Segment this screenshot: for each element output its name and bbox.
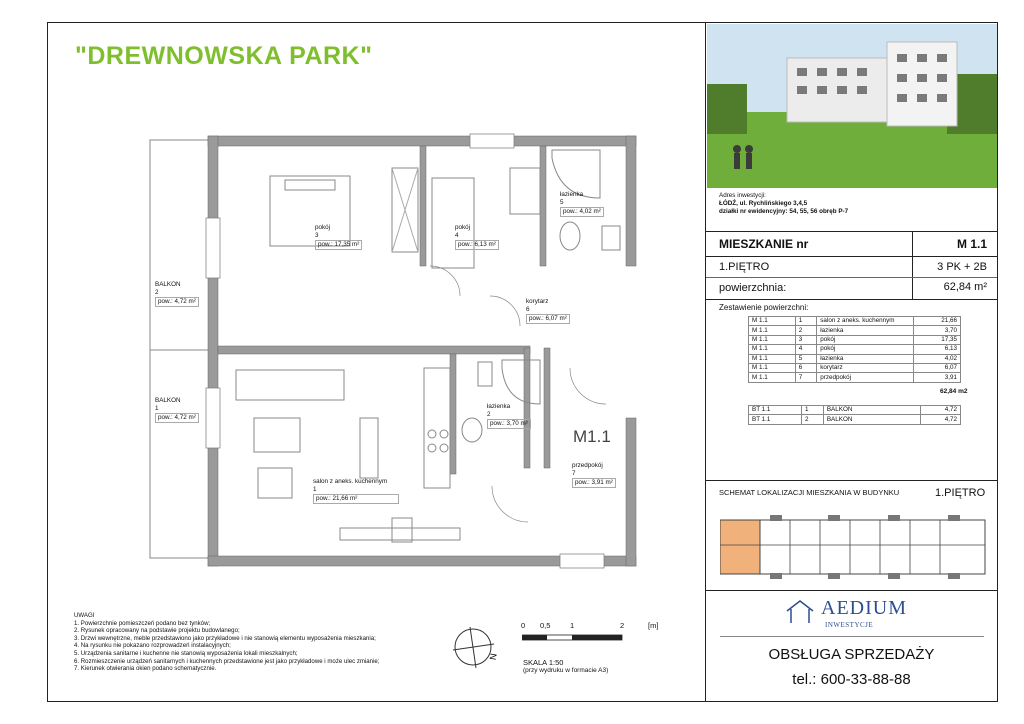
divider: [706, 231, 997, 232]
room-name: łazienka: [560, 191, 584, 198]
cell-unit: M 1.1: [749, 326, 796, 335]
cell-name: BALKON: [823, 406, 920, 415]
cell-no: 2: [801, 415, 823, 424]
area-label: powierzchnia:: [719, 282, 787, 294]
cell-unit: BT 1.1: [749, 415, 802, 424]
cell-name: pokój: [817, 345, 914, 354]
balcony-label-2: [155, 281, 199, 307]
room-no: 1: [313, 486, 317, 493]
room-name: pokój: [455, 224, 471, 231]
divider: [706, 480, 997, 481]
house-icon: [785, 599, 815, 623]
cell-area: 4,72: [920, 406, 960, 415]
note-item: 1. Powierzchnie pomieszczeń podano bez tynków;: [74, 619, 211, 627]
room-label-2: [487, 403, 531, 429]
room-no: 4: [455, 232, 459, 239]
room-label-4: [455, 224, 499, 250]
room-area: pow.: 4,72 m²: [155, 413, 199, 423]
room-label-7: [572, 462, 616, 488]
table-row: [749, 317, 961, 326]
room-name: przedpokój: [572, 462, 603, 469]
cell-no: 4: [795, 345, 817, 354]
cell-name: salon z aneks. kuchennym: [817, 317, 914, 326]
table-row: [749, 415, 961, 424]
cell-area: 3,91: [914, 373, 961, 382]
room-area: pow.: 6,13 m²: [455, 240, 499, 250]
sales-label: OBSŁUGA SPRZEDAŻY: [768, 646, 935, 663]
cell-unit: M 1.1: [749, 317, 796, 326]
table-row: [749, 335, 961, 344]
cell-unit: M 1.1: [749, 354, 796, 363]
room-area: pow.: 3,91 m²: [572, 478, 616, 488]
room-area: pow.: 6,07 m²: [526, 314, 570, 324]
note-item: 5. Urządzenia sanitarne i kuchenne nie stanowią wyposażenia lokali mieszkalnych;: [74, 649, 298, 657]
balcony-table: [748, 405, 961, 425]
unit-label: M1.1: [573, 427, 611, 446]
compass-letter: N: [487, 652, 499, 661]
cell-no: 5: [795, 354, 817, 363]
room-no: 3: [315, 232, 319, 239]
brand-name: AEDIUM: [821, 597, 907, 619]
cell-area: 6,13: [914, 345, 961, 354]
cell-unit: M 1.1: [749, 345, 796, 354]
room-no: 6: [526, 306, 530, 313]
room-name: łazienka: [487, 403, 511, 410]
table-row: [749, 354, 961, 363]
schemat-floor: 1.PIĘTRO: [935, 487, 986, 499]
scale-tick: 1: [570, 621, 575, 630]
summary-title: Zestawienie powierzchni:: [719, 303, 809, 312]
divider: [720, 636, 984, 637]
scale-tick: 0: [521, 621, 526, 630]
sales-phone: tel.: 600-33-88-88: [792, 671, 911, 688]
room-area: pow.: 17,35 m²: [315, 240, 362, 250]
room-no: 2: [155, 289, 159, 296]
note-item: 2. Rysunek opracowany na podstawie projektu budowlanego;: [74, 627, 240, 635]
divider: [912, 231, 913, 299]
summary-total: 62,84 m2: [940, 388, 968, 395]
cell-area: 4,02: [914, 354, 961, 363]
cell-name: BALKON: [823, 415, 920, 424]
cell-no: 2: [795, 326, 817, 335]
notes-block: [74, 612, 380, 673]
room-name: BALKON: [155, 281, 181, 288]
room-name: salon z aneks. kuchennym: [313, 478, 388, 485]
cell-area: 4,72: [920, 415, 960, 424]
scale-tick: [m]: [648, 621, 659, 630]
room-label-1: [313, 478, 399, 504]
address-line: ŁÓDŹ, ul. Rychlińskiego 3,4,5: [719, 200, 808, 207]
room-area: pow.: 3,70 m²: [487, 419, 531, 429]
note-item: 6. Rozmieszczenie urządzeń sanitarnych i kuchennych przedstawione jest jako przykładowe i może ulec zmianie;: [74, 657, 380, 665]
divider: [706, 277, 997, 278]
area-value: 62,84 m²: [943, 281, 987, 293]
summary-table: [748, 316, 961, 383]
room-no: 2: [487, 411, 491, 418]
cell-no: 3: [795, 335, 817, 344]
divider: [706, 590, 997, 591]
cell-area: 21,66: [914, 317, 961, 326]
scale-tick: 0,5: [540, 621, 551, 630]
room-label-3: [315, 224, 362, 250]
cell-no: 1: [801, 406, 823, 415]
divider: [706, 256, 997, 257]
room-name: pokój: [315, 224, 331, 231]
apartment-label: MIESZKANIE nr: [719, 237, 809, 251]
room-no: 5: [560, 199, 564, 206]
table-row: [749, 373, 961, 382]
cell-name: przedpokój: [817, 373, 914, 382]
table-row: [749, 326, 961, 335]
room-label-6: [526, 298, 570, 324]
apartment-number: M 1.1: [956, 237, 987, 251]
cell-name: łazienka: [817, 326, 914, 335]
balcony-1: [150, 350, 210, 558]
cell-area: 3,70: [914, 326, 961, 335]
cell-area: 6,07: [914, 363, 961, 372]
cell-unit: M 1.1: [749, 373, 796, 382]
brand-sub: INWESTYCJE: [825, 621, 874, 629]
divider: [706, 299, 997, 300]
note-item: 4. Na rysunku nie pokazano rozprowadzeń instalacyjnych;: [74, 642, 231, 650]
note-item: 7. Kierunek otwierania okien podano schematycznie.: [74, 665, 217, 673]
cell-name: pokój: [817, 335, 914, 344]
apartment-rooms: 3 PK + 2B: [937, 261, 987, 273]
balcony-2: [150, 140, 210, 350]
cell-no: 6: [795, 363, 817, 372]
room-no: 1: [155, 405, 159, 412]
room-label-5: [560, 191, 604, 217]
cell-unit: M 1.1: [749, 335, 796, 344]
table-row: [749, 363, 961, 372]
room-area: pow.: 4,02 m²: [560, 207, 604, 217]
table-row: [749, 406, 961, 415]
room-name: BALKON: [155, 397, 181, 404]
schemat-label: SCHEMAT LOKALIZACJI MIESZKANIA W BUDYNKU: [719, 488, 900, 497]
cell-no: 7: [795, 373, 817, 382]
page-title: "DREWNOWSKA PARK": [75, 42, 373, 70]
building-photo: [707, 24, 997, 188]
room-name: korytarz: [526, 298, 549, 305]
address-block: [719, 192, 848, 216]
balcony-label-1: [155, 397, 199, 423]
cell-unit: BT 1.1: [749, 406, 802, 415]
cell-name: łazienka: [817, 354, 914, 363]
table-row: [749, 345, 961, 354]
cell-no: 1: [795, 317, 817, 326]
address-line: działki nr ewidencyjny: 54, 55, 56 obręb P-7: [719, 208, 849, 215]
room-no: 7: [572, 470, 576, 477]
cell-area: 17,35: [914, 335, 961, 344]
scale-note: (przy wydruku w formacie A3): [523, 667, 609, 674]
room-area: pow.: 21,66 m²: [313, 494, 399, 504]
floor-plan: [140, 118, 660, 588]
scale-tick: 2: [620, 621, 625, 630]
cell-name: korytarz: [817, 363, 914, 372]
notes-title: UWAGI: [74, 612, 95, 619]
compass: [448, 622, 502, 672]
address-line: Adres inwestycji:: [719, 192, 766, 199]
cell-unit: M 1.1: [749, 363, 796, 372]
building-schematic: [720, 515, 990, 581]
apartment-floor: 1.PIĘTRO: [719, 261, 770, 273]
scale-label: SKALA 1:50: [523, 658, 564, 667]
room-area: pow.: 4,72 m²: [155, 297, 199, 307]
sheet-divider: [705, 22, 706, 702]
note-item: 3. Drzwi wewnętrzne, meble przedstawiono jako przykładowe i nie stanowią elementu wyposażenia mieszkania;: [74, 634, 376, 642]
